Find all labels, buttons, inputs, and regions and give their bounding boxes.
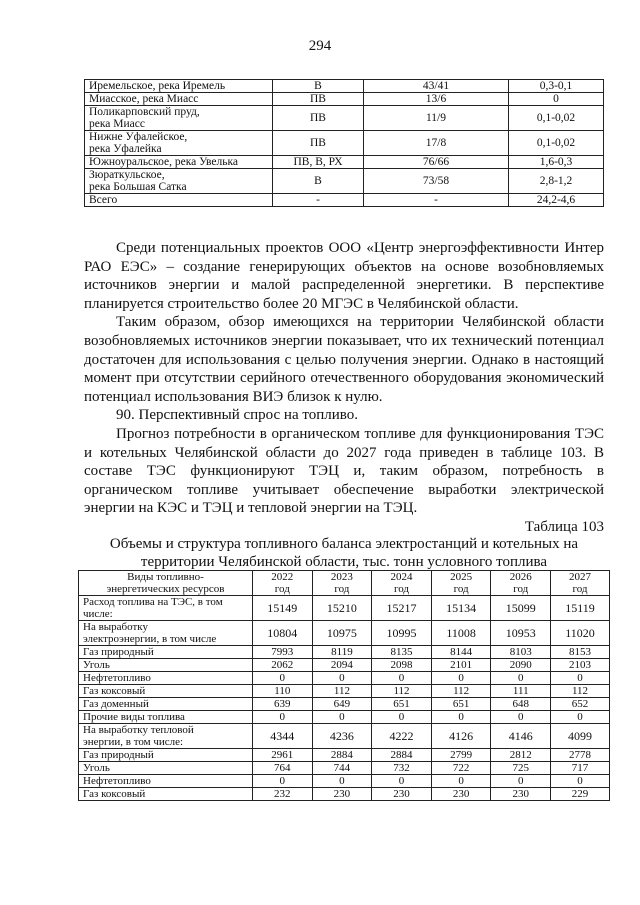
table-cell-type: ПВ bbox=[273, 106, 364, 131]
table-cell-value: 0 bbox=[551, 711, 610, 724]
paragraph-4: Прогноз потребности в органическом топливе для функционирования ТЭС и котельных Челябинской области до 2027 года приведен в таблице 103. В составе ТЭС функционируют ТЭЦ и, таким образом, потребность в органическом топливе учитывает обеспечение выработки электрической энергии на КЭС и ТЭЦ и тепловой энергии на ТЭЦ. bbox=[84, 425, 604, 517]
table-row bbox=[79, 775, 610, 788]
row-label: Газ коксовый bbox=[79, 685, 253, 698]
table-cell-value: 4222 bbox=[372, 724, 432, 749]
table-cell-type: В bbox=[273, 169, 364, 194]
table-cell-value: 2094 bbox=[312, 659, 372, 672]
table-cell-value: 10953 bbox=[491, 621, 551, 646]
table-cell-value: 0 bbox=[491, 672, 551, 685]
table-cell-value: 0 bbox=[431, 711, 491, 724]
table-header-row bbox=[79, 571, 610, 596]
table-cell-value: 230 bbox=[491, 788, 551, 801]
table-cell-capacity: 43/41 bbox=[364, 80, 509, 93]
table-cell-value: 2812 bbox=[491, 749, 551, 762]
table-cell-value: 10995 bbox=[372, 621, 432, 646]
table-cell-value: 0,1-0,02 bbox=[509, 106, 604, 131]
table-cell-value: 232 bbox=[253, 788, 313, 801]
hydro-resources-table bbox=[84, 79, 604, 207]
column-header-resources: Виды топливно- энергетических ресурсов bbox=[79, 571, 253, 596]
row-label: На выработку электроэнергии, в том числе bbox=[79, 621, 253, 646]
page-number: 294 bbox=[308, 38, 332, 54]
table-cell-type: ПВ bbox=[273, 93, 364, 106]
table-cell-value: 0 bbox=[551, 672, 610, 685]
column-header-year: 2026 год bbox=[491, 571, 551, 596]
table-cell-value: 15217 bbox=[372, 596, 432, 621]
table-cell-value: 2098 bbox=[372, 659, 432, 672]
table-cell-value: 15134 bbox=[431, 596, 491, 621]
body-text bbox=[84, 239, 604, 518]
table-cell-value: 648 bbox=[491, 698, 551, 711]
table-cell-name: Нижне Уфалейское, река Уфалейка bbox=[85, 131, 273, 156]
fuel-balance-table bbox=[78, 570, 610, 801]
row-label: Газ природный bbox=[79, 749, 253, 762]
table-cell-value: 111 bbox=[491, 685, 551, 698]
table-cell-value: 722 bbox=[431, 762, 491, 775]
table-row bbox=[85, 93, 604, 106]
table-cell-value: 0 bbox=[431, 775, 491, 788]
table-row bbox=[85, 80, 604, 93]
table-cell-value: 229 bbox=[551, 788, 610, 801]
row-label: Газ коксовый bbox=[79, 788, 253, 801]
table-cell-type: ПВ, В, РХ bbox=[273, 156, 364, 169]
row-label: Нефтетопливо bbox=[79, 775, 253, 788]
table-cell-type: В bbox=[273, 80, 364, 93]
row-label: Расход топлива на ТЭС, в том числе: bbox=[79, 596, 253, 621]
table-cell-value: 112 bbox=[372, 685, 432, 698]
table-row bbox=[79, 659, 610, 672]
table-cell-value: 0,3-0,1 bbox=[509, 80, 604, 93]
table-cell-value: 0 bbox=[551, 775, 610, 788]
table-cell-name: Южноуральское, река Увелька bbox=[85, 156, 273, 169]
table-cell-value: 764 bbox=[253, 762, 313, 775]
table-cell-value: 8135 bbox=[372, 646, 432, 659]
row-label: Уголь bbox=[79, 762, 253, 775]
table-cell-capacity: 73/58 bbox=[364, 169, 509, 194]
table-cell-value: 112 bbox=[312, 685, 372, 698]
table-row bbox=[85, 156, 604, 169]
table-cell-name: Миасское, река Миасс bbox=[85, 93, 273, 106]
table-cell-value: 24,2-4,6 bbox=[509, 194, 604, 207]
table-cell-value: 717 bbox=[551, 762, 610, 775]
table-cell-value: 11020 bbox=[551, 621, 610, 646]
table-cell-value: 0 bbox=[253, 672, 313, 685]
column-header-year: 2022 год bbox=[253, 571, 313, 596]
table-cell-value: 4236 bbox=[312, 724, 372, 749]
table-cell-value: 2961 bbox=[253, 749, 313, 762]
table-cell-capacity: 11/9 bbox=[364, 106, 509, 131]
table-cell-value: 2884 bbox=[312, 749, 372, 762]
row-label: Уголь bbox=[79, 659, 253, 672]
table-cell-value: 15210 bbox=[312, 596, 372, 621]
table-cell-capacity: 13/6 bbox=[364, 93, 509, 106]
table-cell-value: 652 bbox=[551, 698, 610, 711]
table-cell-value: 2778 bbox=[551, 749, 610, 762]
table-cell-value: 0 bbox=[312, 672, 372, 685]
row-label: На выработку тепловой энергии, в том числе: bbox=[79, 724, 253, 749]
table-cell-value: 11008 bbox=[431, 621, 491, 646]
row-label: Газ доменный bbox=[79, 698, 253, 711]
row-label: Прочие виды топлива bbox=[79, 711, 253, 724]
table-cell-value: 110 bbox=[253, 685, 313, 698]
table-cell-value: 2799 bbox=[431, 749, 491, 762]
table-cell-value: 0 bbox=[372, 672, 432, 685]
table-cell-value: 0 bbox=[312, 775, 372, 788]
table-row bbox=[79, 596, 610, 621]
table-cell-name: Зюраткульское, река Большая Сатка bbox=[85, 169, 273, 194]
row-label: Нефтетопливо bbox=[79, 672, 253, 685]
table-caption: Объемы и структура топливного баланса электростанций и котельных на территории Челябинской области, тыс. тонн условного топлива bbox=[109, 536, 579, 570]
table-cell-name: Всего bbox=[85, 194, 273, 207]
table-row bbox=[79, 724, 610, 749]
table-row bbox=[79, 749, 610, 762]
table-cell-value: 651 bbox=[372, 698, 432, 711]
table-cell-capacity: 17/8 bbox=[364, 131, 509, 156]
table-row bbox=[85, 194, 604, 207]
table-cell-value: 4146 bbox=[491, 724, 551, 749]
table-cell-value: 0 bbox=[253, 711, 313, 724]
table-cell-value: 0 bbox=[253, 775, 313, 788]
table-cell-value: 0 bbox=[372, 775, 432, 788]
table-row bbox=[79, 685, 610, 698]
table-row bbox=[79, 698, 610, 711]
table-cell-value: 725 bbox=[491, 762, 551, 775]
row-label: Газ природный bbox=[79, 646, 253, 659]
table-cell-value: 0,1-0,02 bbox=[509, 131, 604, 156]
table-cell-value: 744 bbox=[312, 762, 372, 775]
table-cell-type: ПВ bbox=[273, 131, 364, 156]
table-cell-value: 10804 bbox=[253, 621, 313, 646]
paragraph-2: Таким образом, обзор имеющихся на территории Челябинской области возобновляемых источников энергии показывает, что их технический потенциал достаточен для использования с целью получения энергии. Однако в настоящий момент при отсутствии серийного отечественного оборудования экономический потенциал использования ВИЭ близок к нулю. bbox=[84, 314, 604, 405]
table-cell-value: 0 bbox=[372, 711, 432, 724]
table-row bbox=[79, 711, 610, 724]
table-cell-capacity: - bbox=[364, 194, 509, 207]
table-cell-value: 2101 bbox=[431, 659, 491, 672]
table-row bbox=[79, 672, 610, 685]
table-cell-value: 15099 bbox=[491, 596, 551, 621]
table-row bbox=[79, 646, 610, 659]
column-header-year: 2024 год bbox=[372, 571, 432, 596]
table-cell-value: 0 bbox=[431, 672, 491, 685]
table-cell-value: 649 bbox=[312, 698, 372, 711]
table-row bbox=[85, 131, 604, 156]
column-header-year: 2023 год bbox=[312, 571, 372, 596]
paragraph-3: 90. Перспективный спрос на топливо. bbox=[116, 407, 358, 424]
table-cell-value: 2103 bbox=[551, 659, 610, 672]
table-cell-value: 2090 bbox=[491, 659, 551, 672]
table-cell-value: 4126 bbox=[431, 724, 491, 749]
table-cell-value: 15119 bbox=[551, 596, 610, 621]
table-cell-capacity: 76/66 bbox=[364, 156, 509, 169]
table-cell-value: 112 bbox=[551, 685, 610, 698]
table-row bbox=[85, 106, 604, 131]
table-row bbox=[79, 788, 610, 801]
table-row bbox=[85, 169, 604, 194]
table-cell-value: 8144 bbox=[431, 646, 491, 659]
table-cell-value: 639 bbox=[253, 698, 313, 711]
table-cell-value: 2,8-1,2 bbox=[509, 169, 604, 194]
table-cell-value: 15149 bbox=[253, 596, 313, 621]
table-cell-value: 732 bbox=[372, 762, 432, 775]
table-cell-value: 7993 bbox=[253, 646, 313, 659]
table-cell-value: 230 bbox=[312, 788, 372, 801]
table-row bbox=[79, 762, 610, 775]
table-cell-value: 4344 bbox=[253, 724, 313, 749]
table-cell-value: 230 bbox=[431, 788, 491, 801]
table-cell-value: 230 bbox=[372, 788, 432, 801]
table-cell-type: - bbox=[273, 194, 364, 207]
table-cell-value: 2062 bbox=[253, 659, 313, 672]
table-cell-value: 112 bbox=[431, 685, 491, 698]
table-cell-value: 0 bbox=[509, 93, 604, 106]
table-cell-value: 1,6-0,3 bbox=[509, 156, 604, 169]
column-header-year: 2027 год bbox=[551, 571, 610, 596]
table-cell-name: Иремельское, река Иремель bbox=[85, 80, 273, 93]
table-row bbox=[79, 621, 610, 646]
table-cell-value: 8119 bbox=[312, 646, 372, 659]
table-cell-value: 651 bbox=[431, 698, 491, 711]
table-cell-value: 10975 bbox=[312, 621, 372, 646]
table-cell-name: Поликарповский пруд, река Миасс bbox=[85, 106, 273, 131]
table-label: Таблица 103 bbox=[524, 519, 604, 535]
table-cell-value: 0 bbox=[491, 711, 551, 724]
table-cell-value: 8153 bbox=[551, 646, 610, 659]
table-cell-value: 8103 bbox=[491, 646, 551, 659]
column-header-year: 2025 год bbox=[431, 571, 491, 596]
table-cell-value: 0 bbox=[312, 711, 372, 724]
table-cell-value: 0 bbox=[491, 775, 551, 788]
table-cell-value: 2884 bbox=[372, 749, 432, 762]
table-cell-value: 4099 bbox=[551, 724, 610, 749]
paragraph-1: Среди потенциальных проектов ООО «Центр энергоэффективности Интер РАО ЕЭС» – создание генерирующих объектов на основе возобновляемых источников энергии и малой распределенной энергетики. В перспективе планируется строительство более 20 МГЭС в Челябинской области. bbox=[84, 240, 604, 312]
